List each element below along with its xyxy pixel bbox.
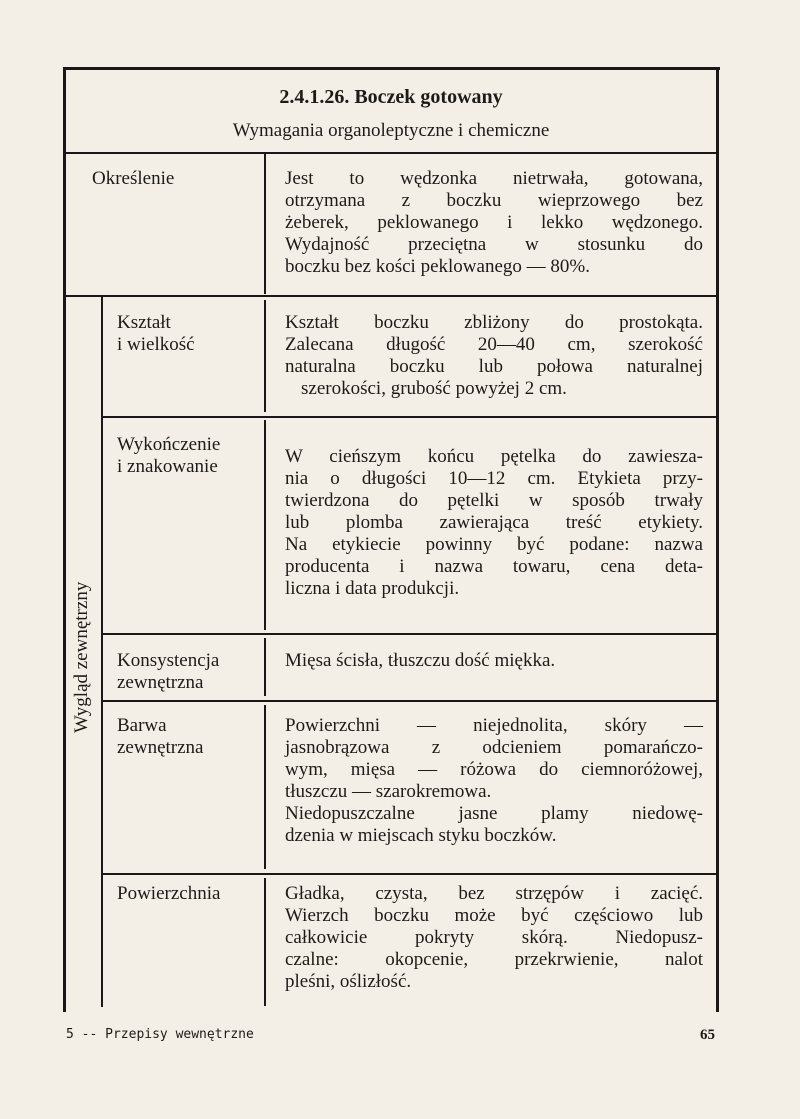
column-divider [264, 154, 266, 294]
table-top-border [63, 67, 720, 70]
text-line: jasnobrązowa z odcieniem pomarańczo- [285, 737, 703, 758]
row-label-okreslenie: Określenie [92, 168, 175, 189]
table-left-border [63, 67, 66, 1012]
label-line: i wielkość [117, 334, 195, 355]
text-line: lub plomba zawierająca treść etykiety. [285, 512, 703, 533]
text-line: Mięsa ścisła, tłuszczu dość miękka. [285, 650, 556, 671]
text-line: W cieńszym końcu pętelka do zawiesza- [285, 446, 703, 467]
text-line: Wydajność przeciętna w stosunku do [285, 234, 703, 255]
row-divider [63, 295, 719, 297]
text-line: Na etykiecie powinny być podane: nazwa [285, 534, 703, 555]
row-label-konsystencja [117, 650, 219, 694]
text-line: producenta i nazwa towaru, cena deta- [285, 556, 703, 577]
text-line: twierdzona do pętelki w sposób trwały [285, 490, 703, 511]
row-label-powierzchnia: Powierzchnia [117, 883, 221, 904]
text-line: boczku bez kości peklowanego — 80%. [285, 256, 590, 277]
column-divider [264, 878, 266, 1006]
label-line: zewnętrzna [117, 737, 204, 758]
text-line: żeberek, peklowanego i lekko wędzonego. [285, 212, 703, 233]
row-divider [103, 633, 719, 635]
text-line: całkowicie pokryty skórą. Niedopusz- [285, 927, 703, 948]
column-divider [264, 705, 266, 869]
row-label-wykonczenie [117, 434, 220, 478]
page-number: 65 [700, 1027, 715, 1043]
label-line: Barwa [117, 715, 167, 736]
row-text-ksztalt [285, 312, 703, 400]
row-divider [103, 416, 719, 418]
text-line: Zalecana długość 20—40 cm, szerokość [285, 334, 703, 355]
group-label-appearance: Wygląd zewnętrzny [71, 581, 92, 733]
text-line: liczna i data produkcji. [285, 578, 460, 599]
section-subtitle: Wymagania organoleptyczne i chemiczne [232, 120, 550, 141]
section-title: 2.4.1.26. Boczek gotowany [279, 86, 503, 108]
row-text-powierzchnia [285, 883, 703, 993]
text-line: dzenia w miejscach styku boczków. [285, 825, 557, 846]
text-line: Wierzch boczku może być częściowo lub [285, 905, 703, 926]
footer-caption: 5 -- Przepisy wewnętrzne [66, 1027, 254, 1042]
label-line: i znakowanie [117, 456, 218, 477]
header-divider [63, 152, 719, 154]
text-line: naturalna boczku lub połowa naturalnej [285, 356, 703, 377]
row-text-wykonczenie [285, 446, 703, 600]
group-column-divider [101, 297, 103, 1007]
label-line: Wykończenie [117, 434, 221, 455]
text-line: Niedopuszczalne jasne plamy niedowę- [285, 803, 703, 824]
row-text-barwa [285, 715, 703, 847]
table-right-border [716, 67, 719, 1012]
label-line: Kształt [117, 312, 171, 333]
row-label-ksztalt [117, 312, 195, 356]
text-line: wym, mięsa — różowa do ciemnoróżowej, [285, 759, 703, 780]
row-divider [103, 873, 719, 875]
text-line: szerokości, grubość powyżej 2 cm. [301, 378, 567, 399]
column-divider [264, 300, 266, 412]
text-line: nia o długości 10—12 cm. Etykieta przy- [285, 468, 703, 489]
text-line: czalne: okopcenie, przekrwienie, nalot [285, 949, 703, 970]
text-line: pleśni, oślizłość. [285, 971, 412, 992]
row-text-okreslenie [285, 168, 703, 278]
text-line: Powierzchni — niejednolita, skóry — [285, 715, 703, 736]
text-line: otrzymana z boczku wieprzowego bez [285, 190, 703, 211]
text-line: tłuszczu — szarokremowa. [285, 781, 492, 802]
label-line: zewnętrzna [117, 672, 204, 693]
text-line: Kształt boczku zbliżony do prostokąta. [285, 312, 703, 333]
column-divider [264, 420, 266, 630]
row-divider [103, 700, 719, 702]
column-divider [264, 638, 266, 696]
row-label-barwa [117, 715, 204, 759]
text-line: Jest to wędzonka nietrwała, gotowana, [285, 168, 703, 189]
label-line: Konsystencja [117, 650, 220, 671]
row-text-konsystencja [285, 650, 703, 672]
text-line: Gładka, czysta, bez strzępów i zacięć. [285, 883, 703, 904]
